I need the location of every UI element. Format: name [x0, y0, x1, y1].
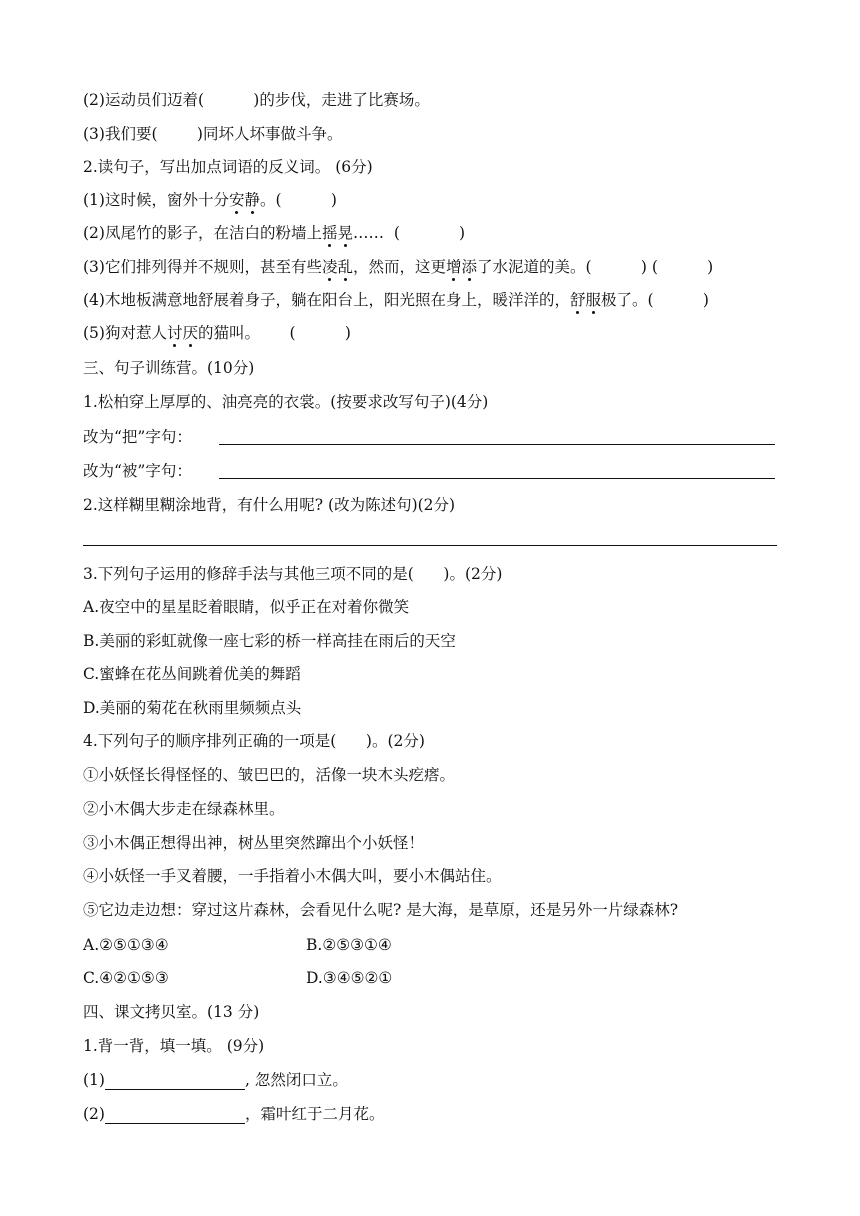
question-heading: 4.下列句子的顺序排列正确的一项是( )。(2分) — [83, 732, 425, 750]
dotted-char: 安 — [228, 191, 245, 209]
question-line: (2)凤尾竹的影子，在洁白的粉墙上摇晃…… ( ) — [83, 224, 466, 242]
question-line: (3)我们要( )同坏人坏事做斗争。 — [83, 125, 343, 143]
dotted-char: 凌 — [321, 258, 338, 276]
sentence-line: ⑤它边走边想：穿过这片森林，会看见什么呢? 是大海，是草原，还是另外一片绿森林? — [83, 901, 679, 919]
fill-line: (2) ，霜叶红于二月花。 — [83, 1105, 385, 1123]
dotted-char: 添 — [461, 258, 478, 276]
question-heading: 3.下列句子运用的修辞手法与其他三项不同的是( )。(2分) — [83, 565, 503, 583]
dotted-char: 乱 — [337, 258, 353, 276]
sentence-line: ④小妖怪一手叉着腰，一手指着小木偶大叫，要小木偶站住。 — [83, 867, 502, 885]
dotted-char: 摇 — [321, 224, 338, 242]
option-a: A.②⑤①③④ — [83, 936, 169, 954]
sentence-line: ①小妖怪长得怪怪的、皱巴巴的，活像一块木头疙瘩。 — [83, 766, 456, 784]
option-line: A.夜空中的星星眨着眼睛，似乎正在对着你微笑 — [83, 598, 410, 616]
dotted-word — [167, 324, 198, 342]
answer-blank[interactable] — [105, 1106, 245, 1124]
sentence-line: ②小木偶大步走在绿森林里。 — [83, 800, 285, 818]
answer-line[interactable] — [83, 544, 777, 546]
question-heading: 2.这样糊里糊涂地背，有什么用呢? (改为陈述句)(2分) — [83, 496, 456, 514]
dotted-word — [322, 258, 353, 276]
question-heading: 1.松柏穿上厚厚的、油亮亮的衣裳。(按要求改写句子)(4分) — [83, 393, 489, 411]
dotted-char: 舒 — [569, 291, 586, 309]
section-heading: 四、课文拷贝室。(13 分) — [83, 1003, 260, 1021]
fill-line: (1) , 忽然闭口立。 — [83, 1071, 348, 1089]
dotted-word — [322, 224, 353, 242]
question-line: (1)这时候，窗外十分安静。( ) — [83, 191, 337, 209]
rewrite-label: 改为“把”字句： — [83, 428, 192, 446]
question-heading: 1.背一背，填一填。 (9分) — [83, 1037, 265, 1055]
question-line: (4)木地板满意地舒展着身子，躺在阳台上，阳光照在身上，暖洋洋的，舒服极了。( ) — [83, 291, 709, 309]
rewrite-label: 改为“被”字句： — [83, 462, 192, 480]
option-d: D.③④⑤②① — [306, 969, 393, 987]
section-heading: 三、句子训练营。(10分) — [83, 359, 255, 377]
option-line: B.美丽的彩虹就像一座七彩的桥一样高挂在雨后的天空 — [83, 632, 456, 650]
option-b: B.②⑤③①④ — [306, 936, 392, 954]
dotted-char: 服 — [585, 291, 601, 309]
dotted-char: 晃 — [337, 224, 353, 242]
question-line: (3)它们排列得并不规则，甚至有些凌乱，然而，这更增添了水泥道的美。( ) ( ) — [83, 258, 714, 276]
answer-blank[interactable] — [105, 1072, 245, 1090]
dotted-char: 讨 — [166, 324, 183, 342]
dotted-word — [446, 258, 477, 276]
dotted-word — [229, 191, 260, 209]
dotted-word — [570, 291, 601, 309]
question-line: (5)狗对惹人讨厌的猫叫。 ( ) — [83, 324, 351, 342]
dotted-char: 静 — [244, 191, 260, 209]
answer-line[interactable] — [219, 477, 775, 479]
dotted-char: 增 — [446, 258, 462, 276]
option-c: C.④②①⑤③ — [83, 969, 169, 987]
option-line: C.蜜蜂在花丛间跳着优美的舞蹈 — [83, 665, 301, 683]
sentence-line: ③小木偶正想得出神，树丛里突然蹿出个小妖怪！ — [83, 834, 425, 852]
answer-line[interactable] — [219, 443, 775, 445]
option-line: D.美丽的菊花在秋雨里频频点头 — [83, 699, 302, 717]
question-line: (2)运动员们迈着( )的步伐，走进了比赛场。 — [83, 91, 430, 109]
question-heading: 2.读句子，写出加点词语的反义词。 (6分) — [83, 158, 373, 176]
dotted-char: 厌 — [182, 324, 198, 342]
